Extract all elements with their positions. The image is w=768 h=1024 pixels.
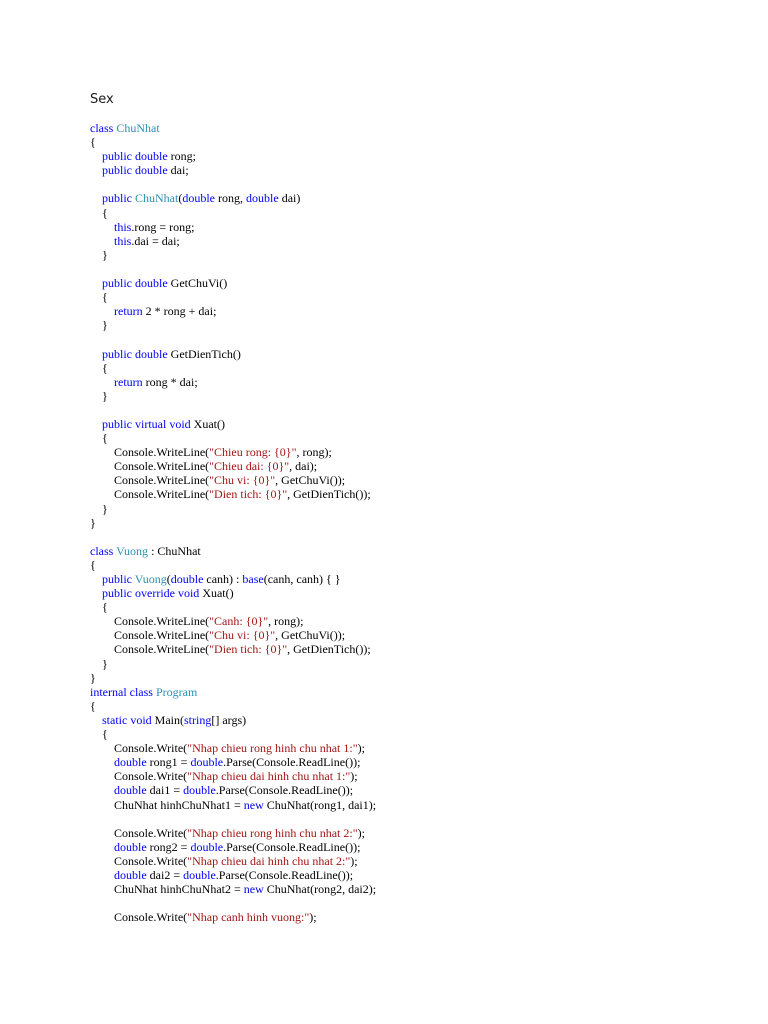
code-token: Program	[155, 684, 198, 699]
code-token: .Parse(Console.ReadLine());	[215, 783, 354, 798]
code-token: "Nhap chieu dai hinh chu nhat 2:"	[187, 853, 351, 868]
code-line	[90, 769, 376, 783]
code-token: , GetChuVi());	[275, 628, 346, 643]
code-token: : ChuNhat	[151, 543, 201, 558]
code-token: Console.WriteLine(	[90, 459, 210, 474]
code-token	[90, 220, 114, 234]
code-token: {	[90, 698, 96, 713]
code-line	[90, 431, 376, 445]
code-token: {	[90, 360, 108, 375]
code-token: double	[114, 783, 150, 798]
code-token: , rong);	[268, 614, 304, 629]
code-line	[90, 727, 376, 741]
code-token: (canh, canh) { }	[263, 572, 341, 586]
code-token: GetDienTich()	[170, 346, 241, 361]
code-token: class	[90, 543, 117, 558]
code-token: Console.WriteLine(	[90, 487, 210, 502]
code-token	[90, 163, 102, 177]
code-token: double	[183, 867, 216, 882]
code-line	[90, 191, 376, 205]
code-token: Console.Write(	[90, 769, 188, 784]
code-token: "Dien tich: {0}"	[209, 642, 288, 657]
code-token	[90, 868, 114, 882]
code-token: .Parse(Console.ReadLine());	[223, 839, 361, 854]
code-line	[90, 896, 376, 910]
code-token: "Chu vi: {0}"	[209, 628, 276, 643]
code-token: rong;	[170, 149, 196, 164]
code-token: internal class	[90, 684, 156, 699]
code-token: Vuong	[116, 543, 152, 558]
code-token: Main(	[154, 712, 184, 727]
code-line	[90, 642, 376, 656]
code-token: }	[90, 515, 96, 530]
code-token	[90, 276, 102, 290]
code-line	[90, 910, 376, 924]
code-line	[90, 685, 376, 699]
code-token: ChuNhat hinhChuNhat2 =	[90, 882, 244, 897]
code-token	[90, 234, 114, 248]
code-line	[90, 206, 376, 220]
code-line	[90, 487, 376, 501]
code-token: public virtual void	[102, 416, 194, 431]
code-token: class	[90, 121, 117, 135]
code-token: rong * dai;	[145, 374, 198, 389]
code-token: }	[90, 670, 96, 685]
code-line	[90, 882, 376, 896]
code-token: rong1 =	[149, 755, 191, 770]
code-token	[90, 417, 102, 431]
code-token: {	[90, 431, 108, 446]
code-token: ChuNhat(rong2, dai2);	[266, 882, 377, 897]
code-token: ChuNhat hinhChuNhat1 =	[90, 797, 244, 812]
code-token: double	[183, 783, 216, 798]
code-line	[90, 502, 376, 516]
code-token: );	[309, 910, 317, 925]
code-token: Vuong	[134, 572, 167, 586]
code-line	[90, 812, 376, 826]
code-line	[90, 614, 376, 628]
code-line	[90, 854, 376, 868]
code-token: "Nhap chieu rong hinh chu nhat 2:"	[187, 825, 358, 840]
code-token	[90, 586, 102, 600]
code-line	[90, 389, 376, 403]
code-token: GetChuVi()	[170, 276, 228, 291]
code-token: );	[350, 769, 358, 784]
code-line	[90, 361, 376, 375]
code-token: .Parse(Console.ReadLine());	[215, 867, 354, 882]
code-line	[90, 163, 376, 177]
code-token: Console.Write(	[90, 825, 188, 840]
code-token: return	[114, 304, 146, 319]
code-token: }	[90, 656, 108, 671]
code-token: , GetDienTich());	[287, 487, 371, 502]
code-token: (	[166, 572, 171, 586]
code-line	[90, 304, 376, 318]
code-token: "Chieu rong: {0}"	[209, 445, 297, 460]
code-token: double	[182, 191, 219, 206]
code-token	[90, 375, 114, 389]
code-line	[90, 347, 376, 361]
code-token: canh) :	[206, 572, 243, 586]
code-token: double	[190, 839, 224, 854]
code-token: public	[102, 572, 135, 586]
code-token: double	[170, 572, 207, 586]
code-line	[90, 375, 376, 389]
code-line	[90, 403, 376, 417]
code-token: );	[357, 741, 365, 756]
code-token: public double	[102, 149, 171, 164]
code-token: (	[178, 191, 183, 206]
code-token: "Nhap chieu dai hinh chu nhat 1:"	[187, 769, 351, 784]
code-token: .rong = rong;	[131, 219, 195, 234]
code-token: }	[90, 247, 108, 262]
code-line	[90, 558, 376, 572]
code-token: Console.WriteLine(	[90, 473, 210, 488]
code-line	[90, 290, 376, 304]
code-line	[90, 755, 376, 769]
code-token: string	[184, 712, 212, 727]
code-token: Console.Write(	[90, 853, 188, 868]
code-token: [] args)	[211, 712, 247, 727]
code-token: base	[242, 572, 264, 586]
code-token: this	[114, 219, 132, 234]
code-token: new	[243, 797, 267, 812]
code-token: "Chu vi: {0}"	[209, 473, 276, 488]
code-token: );	[350, 853, 358, 868]
code-token: public	[102, 191, 135, 206]
code-token	[90, 304, 114, 318]
code-token: {	[90, 727, 108, 742]
code-token: {	[90, 290, 108, 305]
code-line	[90, 135, 376, 149]
code-token	[90, 347, 102, 361]
code-token: public double	[102, 163, 171, 178]
code-token: double	[114, 839, 150, 854]
code-line	[90, 572, 376, 586]
code-token: Xuat()	[202, 586, 234, 601]
code-token: {	[90, 135, 96, 150]
code-token: }	[90, 388, 108, 403]
code-line	[90, 318, 376, 332]
code-token	[90, 840, 114, 854]
code-line	[90, 445, 376, 459]
code-token: "Nhap canh hinh vuong:"	[187, 910, 310, 925]
code-token: public double	[102, 346, 171, 361]
code-line	[90, 628, 376, 642]
code-line	[90, 868, 376, 882]
code-line	[90, 459, 376, 473]
code-token: .dai = dai;	[131, 233, 180, 248]
code-token: {	[90, 557, 96, 572]
code-token	[90, 191, 102, 205]
code-line	[90, 121, 376, 135]
code-line	[90, 332, 376, 346]
code-token: double	[190, 755, 224, 770]
code-line	[90, 248, 376, 262]
code-token: , GetDienTich());	[287, 642, 371, 657]
code-token: }	[90, 318, 108, 333]
code-line	[90, 417, 376, 431]
code-token: , rong);	[296, 445, 332, 460]
code-token: , dai);	[289, 459, 318, 474]
code-line	[90, 234, 376, 248]
code-token: {	[90, 205, 108, 220]
code-token: ChuNhat	[116, 121, 160, 135]
code-line	[90, 840, 376, 854]
code-token	[90, 783, 114, 797]
code-token: "Dien tich: {0}"	[209, 487, 288, 502]
code-token: .Parse(Console.ReadLine());	[223, 755, 361, 770]
code-line	[90, 220, 376, 234]
code-token: dai;	[170, 163, 189, 178]
code-line	[90, 516, 376, 530]
code-token: double	[114, 867, 150, 882]
code-line	[90, 586, 376, 600]
code-line	[90, 149, 376, 163]
code-token: 2 * rong + dai;	[145, 304, 217, 319]
code-token: {	[90, 600, 108, 615]
code-token	[90, 572, 102, 586]
code-token: this	[114, 233, 132, 248]
code-line	[90, 741, 376, 755]
code-token: public double	[102, 276, 171, 291]
code-token: Console.WriteLine(	[90, 614, 210, 629]
code-token: double	[246, 191, 282, 206]
code-line	[90, 798, 376, 812]
code-token: "Chieu dai: {0}"	[209, 459, 290, 474]
code-token: new	[243, 882, 267, 897]
code-line	[90, 657, 376, 671]
code-token: ChuNhat	[135, 191, 179, 206]
code-line	[90, 276, 376, 290]
code-line	[90, 671, 376, 685]
code-token: return	[114, 374, 146, 389]
code-token	[90, 149, 102, 163]
code-token: public override void	[102, 586, 203, 601]
code-token: dai1 =	[149, 783, 184, 798]
code-line	[90, 262, 376, 276]
code-token: double	[114, 755, 150, 770]
page-heading: Sex	[90, 92, 114, 107]
code-token: Console.WriteLine(	[90, 628, 210, 643]
code-token: );	[357, 825, 365, 840]
code-token: dai)	[281, 191, 301, 206]
code-token: static void	[102, 712, 155, 727]
code-line	[90, 713, 376, 727]
code-token	[90, 713, 102, 727]
code-line	[90, 473, 376, 487]
code-token: Xuat()	[193, 416, 225, 431]
code-token: }	[90, 501, 108, 516]
code-block	[90, 121, 376, 924]
code-token: Console.Write(	[90, 910, 188, 925]
code-token: Console.Write(	[90, 741, 188, 756]
code-token: "Canh: {0}"	[209, 614, 269, 629]
code-token: Console.WriteLine(	[90, 642, 210, 657]
code-line	[90, 530, 376, 544]
code-token	[90, 755, 114, 769]
code-token: , GetChuVi());	[275, 473, 346, 488]
code-token: rong2 =	[149, 839, 191, 854]
code-line	[90, 600, 376, 614]
code-line	[90, 177, 376, 191]
code-token: ChuNhat(rong1, dai1);	[266, 797, 377, 812]
code-line	[90, 783, 376, 797]
code-token: dai2 =	[149, 867, 184, 882]
code-line	[90, 544, 376, 558]
code-line	[90, 826, 376, 840]
code-token: rong,	[218, 191, 247, 206]
code-token: Console.WriteLine(	[90, 445, 210, 460]
code-token: "Nhap chieu rong hinh chu nhat 1:"	[187, 741, 358, 756]
code-line	[90, 699, 376, 713]
